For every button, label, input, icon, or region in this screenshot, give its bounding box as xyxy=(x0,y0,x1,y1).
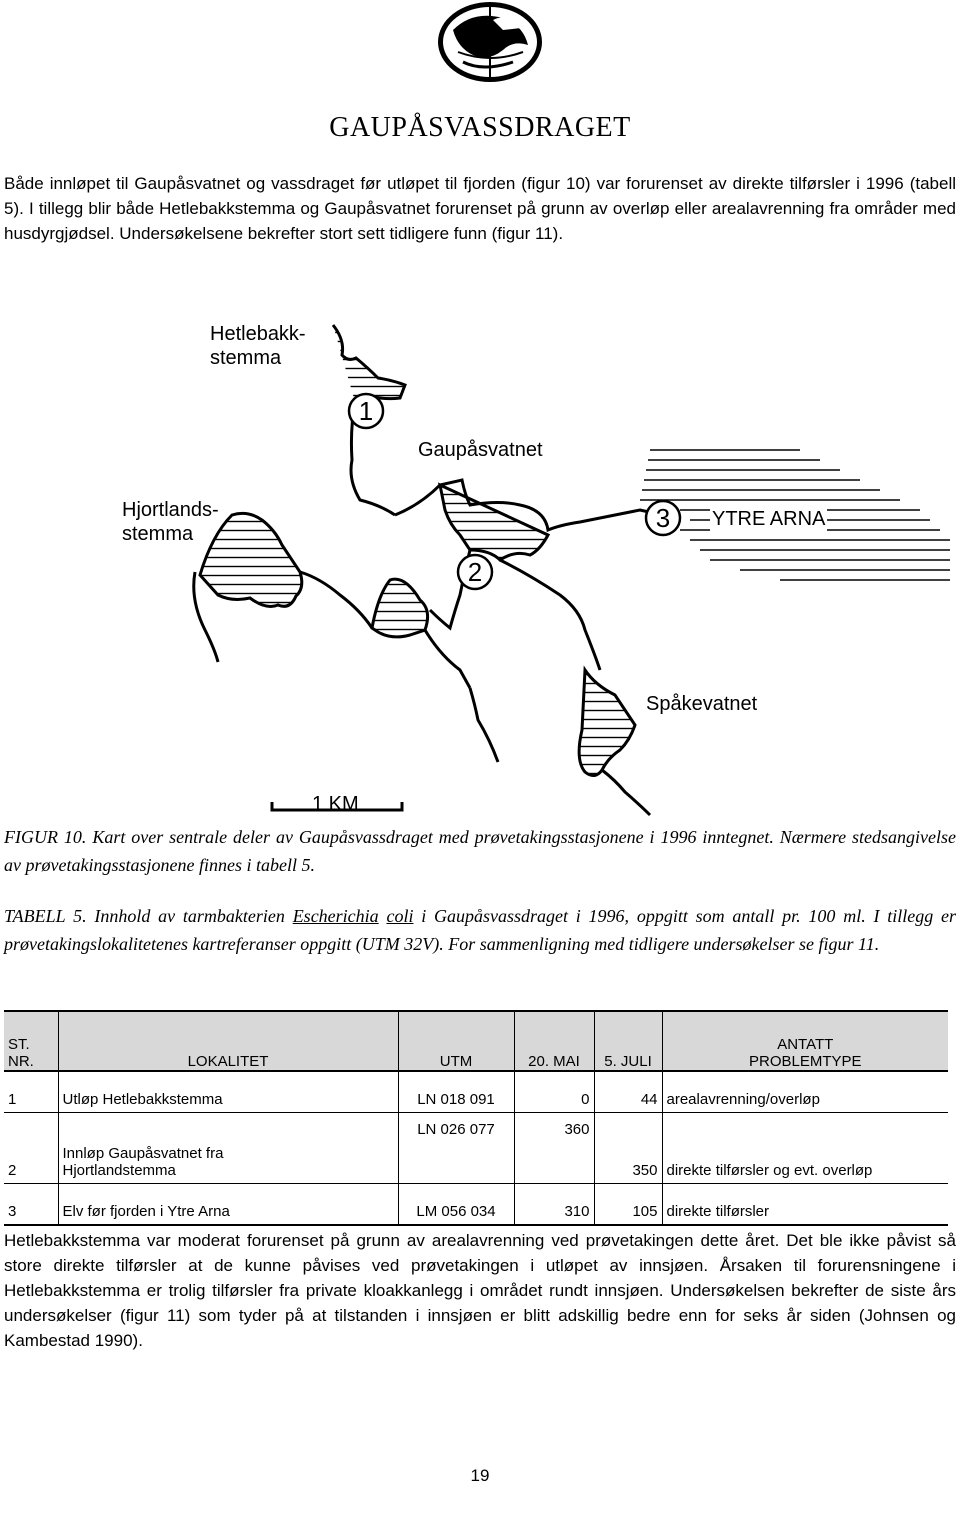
data-table xyxy=(4,1010,948,1226)
header-juli: 5. JULI xyxy=(594,1011,662,1071)
table-caption-part1: TABELL 5. Innhold av tarmbakterien xyxy=(4,906,293,926)
label-hjortland-line1: Hjortlands- xyxy=(122,499,219,521)
cell-juli: 105 xyxy=(594,1184,662,1226)
cell-mai: 0 xyxy=(514,1071,594,1113)
page-number: 19 xyxy=(470,1466,490,1485)
table-caption-species: coli xyxy=(386,906,414,926)
table-caption-part2: i Gaupåsvassdraget i 1996, oppgitt som antall pr. 100 ml. I tillegg er prøvetakingslokalitetenes kartreferanser oppgitt (UTM 32V). For sammenligning med tidligere undersøkelser se figur 11. xyxy=(4,906,956,954)
label-spakevatnet: Spåkevatnet xyxy=(646,693,758,715)
cell-lokalitet: Elv før fjorden i Ytre Arna xyxy=(58,1184,398,1226)
cell-nr: 3 xyxy=(4,1184,58,1226)
cell-utm: LM 056 034 xyxy=(398,1184,514,1226)
header-utm: UTM xyxy=(398,1011,514,1071)
table-caption-genus: Escherichia xyxy=(292,906,379,926)
label-ytre-arna: YTRE ARNA xyxy=(712,508,826,530)
cell-problem: direkte tilførsler og evt. overløp xyxy=(662,1113,948,1184)
cell-lokalitet-line1: Innløp Gaupåsvatnet fra xyxy=(62,1145,224,1162)
figure-caption: FIGUR 10. Kart over sentrale deler av Gaupåsvassdraget med prøvetakingsstasjonene i 1996 inntegnet. Nærmere stedsangivelse av prøvetakingsstasjonene finnes i tabell 5. xyxy=(4,827,956,875)
label-scale: 1 KM xyxy=(312,793,359,815)
label-hetlebakk-line2: stemma xyxy=(210,347,282,369)
cell-mai: 360 xyxy=(514,1113,594,1184)
label-hjortlandsstemma xyxy=(122,498,219,546)
header-st: ST. xyxy=(8,1036,30,1053)
map-figure xyxy=(0,310,960,820)
header-mai: 20. MAI xyxy=(514,1011,594,1071)
header-lokalitet: LOKALITET xyxy=(58,1011,398,1071)
station-1-label: 1 xyxy=(358,396,374,426)
header-st-nr xyxy=(4,1011,58,1071)
cell-problem: arealavrenning/overløp xyxy=(662,1071,948,1113)
table-row xyxy=(4,1184,948,1226)
intro-paragraph: Både innløpet til Gaupåsvatnet og vassdraget før utløpet til fjorden (figur 10) var forurenset av direkte tilførsler i 1996 (tabell 5). I tillegg blir både Hetlebakkstemma og Gaupåsvatnet forurenset på grunn av overløp eller arealavrenning fra områder med husdyrgjødsel. Undersøkelsene bekrefter stort sett tidligere funn (figur 11). xyxy=(4,174,956,243)
cell-juli: 44 xyxy=(594,1071,662,1113)
station-3-label: 3 xyxy=(655,503,671,533)
cell-utm: LN 026 077 xyxy=(398,1113,514,1184)
table-row xyxy=(4,1113,948,1184)
cell-nr: 2 xyxy=(4,1113,58,1184)
cell-juli: 350 xyxy=(594,1113,662,1184)
header-problem-line1: ANTATT xyxy=(777,1036,834,1053)
cell-lokalitet-line2: Hjortlandstemma xyxy=(62,1162,176,1179)
cell-utm: LN 018 091 xyxy=(398,1071,514,1113)
globe-logo xyxy=(433,0,547,84)
map-drawing xyxy=(0,310,960,820)
header-problem-line2: PROBLEMTYPE xyxy=(748,1053,862,1070)
cell-problem: direkte tilførsler xyxy=(662,1184,948,1226)
cell-lokalitet xyxy=(58,1113,398,1184)
body-paragraph: Hetlebakkstemma var moderat forurenset på grunn av arealavrenning ved prøvetakingen dette året. Det ble ikke påvist så store direkte tilførsler at de kunne påvises ved prøvetakingen i utløpet av innsjøen. Årsaken til forurensningene i Hetlebakkstemma er trolig tilførsler fra private kloakkanlegg i området rundt innsjøen. Undersøkelsen bekrefter de siste års undersøkelser (figur 11) som tyder på at tilstanden i innsjøen er blitt adskillig bedre enn for seks år siden (Johnsen og Kambestad 1990). xyxy=(4,1231,956,1350)
cell-mai: 310 xyxy=(514,1184,594,1226)
cell-nr: 1 xyxy=(4,1071,58,1113)
label-hetlebakkstemma xyxy=(210,322,306,370)
label-gaupasvatnet: Gaupåsvatnet xyxy=(418,439,543,461)
table-caption xyxy=(4,902,956,958)
label-hetlebakk-line1: Hetlebakk- xyxy=(210,323,306,345)
river-lines xyxy=(194,325,660,815)
header-nr: NR. xyxy=(8,1053,34,1070)
header-problem xyxy=(662,1011,948,1071)
page-title: GAUPÅSVASSDRAGET xyxy=(329,112,631,143)
station-2-label: 2 xyxy=(467,557,483,587)
label-hjortland-line2: stemma xyxy=(122,523,194,545)
table-header-row xyxy=(4,1011,948,1071)
cell-lokalitet: Utløp Hetlebakkstemma xyxy=(58,1071,398,1113)
table-row xyxy=(4,1071,948,1113)
